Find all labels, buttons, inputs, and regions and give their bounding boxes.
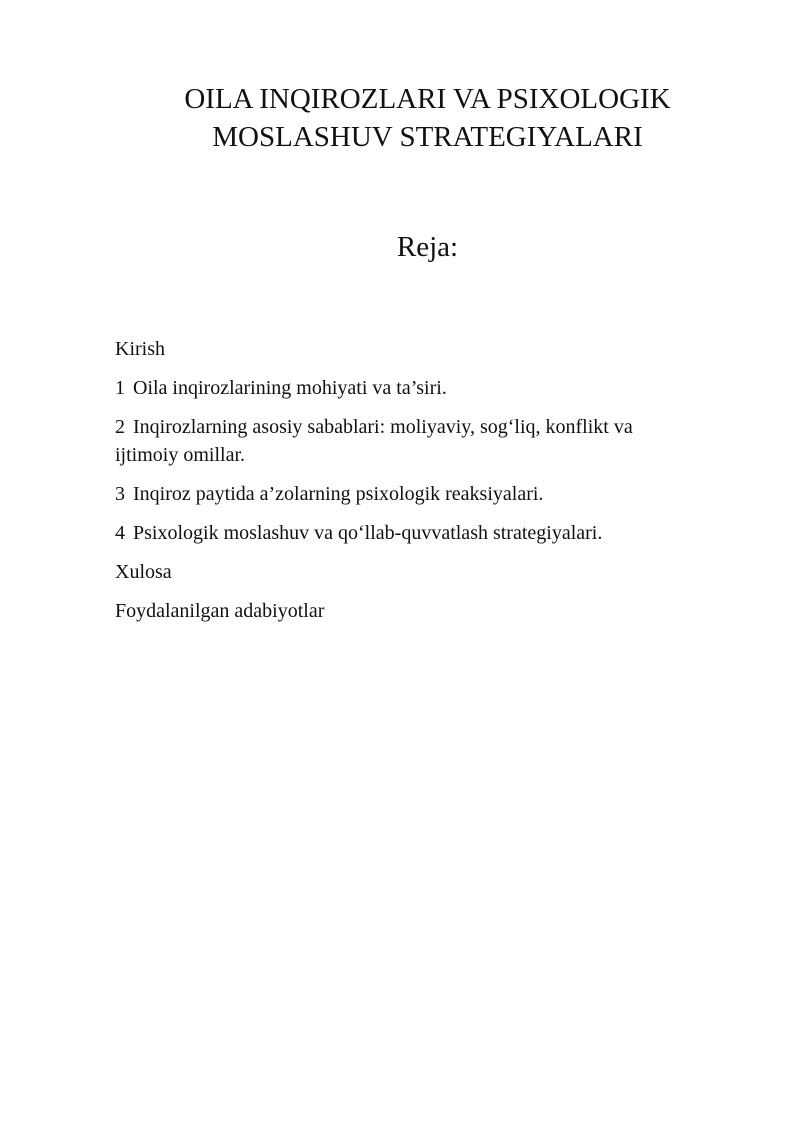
toc-item-3 [115,480,695,508]
toc-item-number: 2 [115,416,125,438]
toc-item-text: Inqiroz paytida a’zolarning psixologik reaksiyalari. [133,483,544,505]
toc-item-text: Psixologik moslashuv va qo‘llab-quvvatlash strategiyalari. [133,522,603,544]
title-line-1: OILA INQIROZLARI VA PSIXOLOGIK [184,83,671,115]
toc-item-text: Inqirozlarning asosiy sabablari: moliyaviy, sog‘liq, konflikt va ijtimoiy omillar. [115,416,633,466]
toc-item-2 [115,413,695,469]
toc-item-text: Xulosa [115,561,172,583]
plan-heading: Reja: [396,231,459,263]
table-of-contents [115,335,695,636]
toc-item-conclusion [115,558,695,586]
toc-item-1 [115,374,695,402]
title-line-2: MOSLASHUV STRATEGIYALARI [212,121,643,153]
toc-item-text: Foydalanilgan adabiyotlar [115,600,325,622]
toc-item-text: Kirish [115,338,165,360]
document-title [115,80,740,156]
toc-item-4 [115,519,695,547]
toc-item-number: 1 [115,377,125,399]
toc-item-intro [115,335,695,363]
toc-item-text: Oila inqirozlarining mohiyati va ta’siri. [133,377,447,399]
toc-item-references [115,597,695,625]
toc-item-number: 4 [115,522,125,544]
toc-item-number: 3 [115,483,125,505]
